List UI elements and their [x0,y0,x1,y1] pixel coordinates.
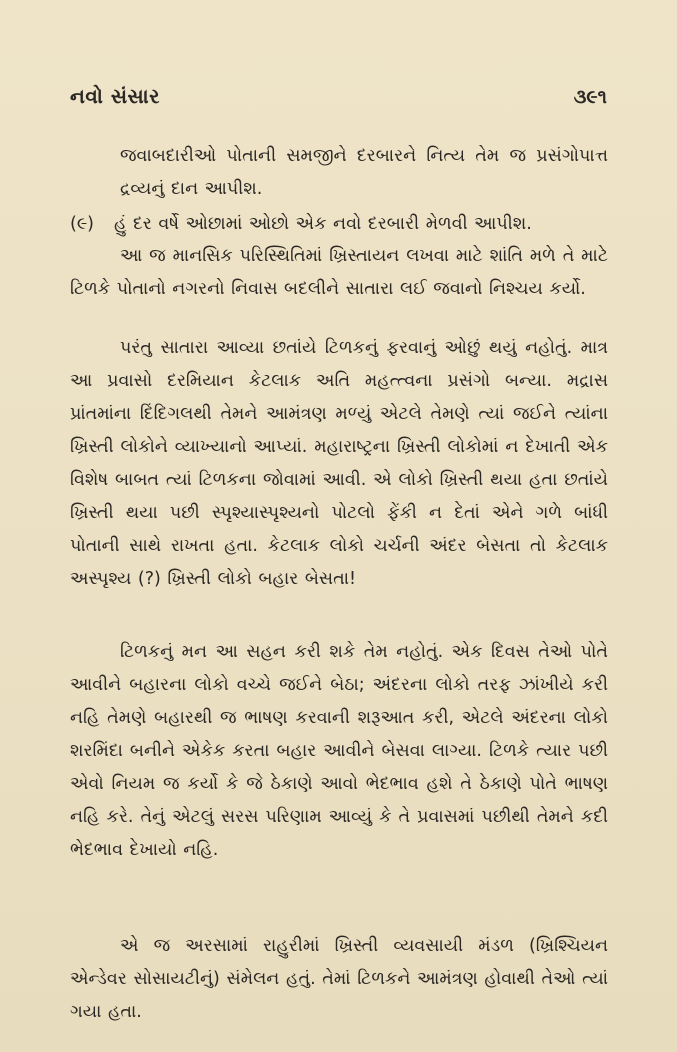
numbered-pledge-9 [70,208,608,241]
paragraph-madras-tour: પરંતુ સાતારા આવ્યા છતાંયે ટિળકનું ફરવાનું ઓછું થયું નહોતું. માત્ર આ પ્રવાસો દરમિયાન કેટલાક અતિ મહત્ત્વના પ્રસંગો બન્યા. મદ્રાસ પ્રાંતમાંના દિંદિગલથી તેમને આમંત્રણ મળ્યું એટલે તેમણે ત્યાં જઈને ત્યાંના ખ્રિસ્તી લોકોને વ્યાખ્યાનો આપ્યાં. મહારાષ્ટ્રના ખ્રિસ્તી લોકોમાં ન દેખાતી એક વિશેષ બાબત ત્યાં ટિળકના જોવામાં આવી. એ લોકો ખ્રિસ્તી થયા હતા છતાંયે ખ્રિસ્તી થયા પછી સ્પૃશ્યાસ્પૃશ્યનો પોટલો ફેંકી ન દેતાં એને ગળે બાંધી પોતાની સાથે રાખતા હતા. કેટલાક લોકો ચર્ચની અંદર બેસતા તો કેટલાક અસ્પૃશ્ય (?) ખ્રિસ્તી લોકો બહાર બેસતા! [70,338,608,589]
paragraph-rahuri-conference: એ જ અરસામાં રાહુરીમાં ખ્રિસ્તી વ્યવસાયી મંડળ (ખ્રિશ્ચિયન એન્ડેવર સોસાયટીનું) સંમેલન હતું. તેમાં ટિળકને આમંત્રણ હોવાથી તેઓ ત્યાં ગયા હતા. [70,936,608,1022]
pledge-number: (૯) [70,214,95,234]
page-header [70,84,607,116]
paragraph-satara-decision: આ જ માનસિક પરિસ્થિતિમાં ખ્રિસ્તાયન લખવા માટે શાંતિ મળે તે માટે ટિળકે પોતાનો નગરનો નિવાસ બદલીને સાતારા લઈ જવાનો નિશ્ચય કર્યો. [70,246,608,299]
paragraph-continuation: જવાબદારીઓ પોતાની સમજીને દરબારને નિત્ય તેમ જ પ્રસંગોપાત્ત દ્રવ્યનું દાન આપીશ. [120,146,608,199]
paragraph-discrimination: ટિળકનું મન આ સહન કરી શકે તેમ નહોતું. એક દિવસ તેઓ પોતે આવીને બહારના લોકો વચ્ચે જઈને બેઠા; અંદરના લોકો તરફ ઝાંખીયે કરી નહિ તેમણે બહારથી જ ભાષણ કરવાની શરૂઆત કરી, એટલે અંદરના લોકો શરમિંદા બનીને એકેક કરતા બહાર આવીને બેસવા લાગ્યા. ટિળકે ત્યાર પછી એવો નિયમ જ કર્યો કે જે ઠેકાણે આવો ભેદભાવ હશે તે ઠેકાણે પોતે ભાષણ નહિ કરે. તેનું એટલું સરસ પરિણામ આવ્યું કે તે પ્રવાસમાં પછીથી તેમને કદી ભેદભાવ દેખાયો નહિ. [70,642,608,860]
page-number: ૩૯૧ [573,86,607,108]
pledge-text: હું દર વર્ષે ઓછામાં ઓછો એક નવો દરબારી મેળવી આપીશ. [114,214,532,234]
running-head: નવો સંસાર [70,84,160,108]
